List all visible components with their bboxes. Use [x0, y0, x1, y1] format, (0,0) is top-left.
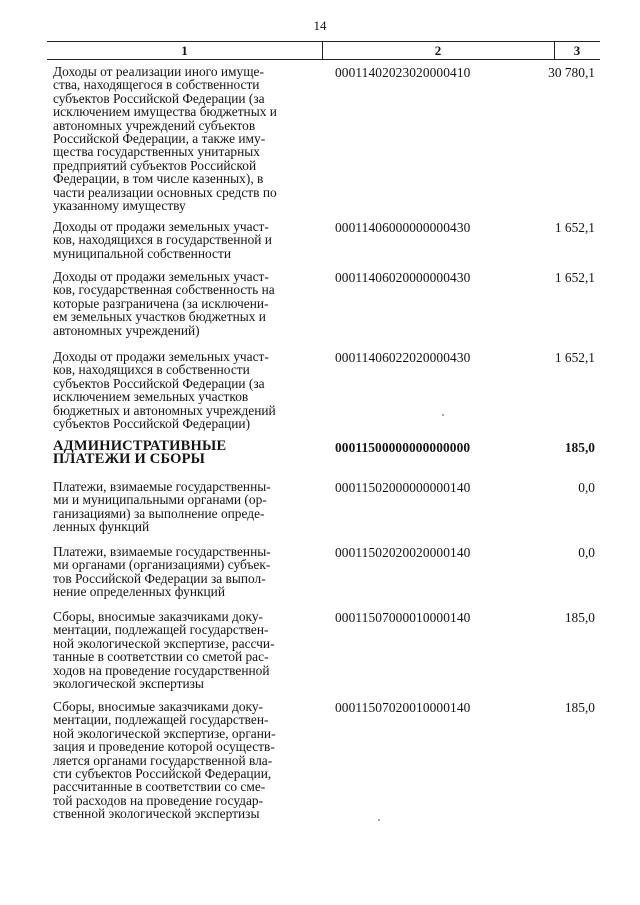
row-name-line: ков, государственная собственность на — [53, 282, 275, 298]
row-name-line: бюджетных и автономных учреждений — [53, 402, 276, 418]
row-name — [53, 220, 311, 260]
row-code: 00011402023020000410 — [335, 65, 471, 80]
row-name-line: сти субъектов Российской Федерации, — [53, 766, 272, 782]
row-name-line: ляется органами государственной вла- — [53, 752, 273, 768]
row-value: 185,0 — [564, 440, 595, 455]
row-value: 0,0 — [578, 545, 595, 560]
row-name-line: рассчитанные в соответствии со сме- — [53, 779, 266, 795]
row-name-line: Платежи, взимаемые государственны- — [53, 479, 271, 494]
row-value: 1 652,1 — [554, 350, 595, 365]
row-value: 0,0 — [578, 480, 595, 495]
row-value: 185,0 — [564, 610, 595, 625]
row-value: 185,0 — [564, 700, 595, 715]
row-name-line: ментации, подлежащей государствен- — [53, 622, 269, 638]
row-name-line: ков, находящихся в государственной и — [53, 232, 272, 248]
row-name-line: той расходов на проведение государ- — [53, 792, 264, 808]
row-value: 1 652,1 — [554, 270, 595, 285]
row-name — [53, 480, 311, 534]
row-name-line: ми и муниципальными органами (ор- — [53, 492, 267, 508]
page-number: 14 — [313, 18, 327, 33]
row-name-line: Доходы от продажи земельных участ- — [53, 219, 269, 234]
row-name-line: Российской Федерации, а также иму- — [53, 131, 266, 147]
row-name-line: предприятий субъектов Российской — [53, 157, 257, 173]
column-header-3: 3 — [573, 43, 581, 58]
row-name — [53, 700, 311, 821]
scan-speck — [378, 819, 380, 821]
row-name — [53, 440, 311, 466]
row-name-line: ков, находящихся в собственности — [53, 362, 250, 378]
row-name-line: Сборы, вносимые заказчиками доку- — [53, 699, 263, 714]
row-name-line: ной экологической экспертизе, органи- — [53, 725, 276, 741]
row-name-line: Доходы от продажи земельных участ- — [53, 269, 269, 284]
row-value: 1 652,1 — [554, 220, 595, 235]
row-code: 00011406022020000430 — [335, 350, 471, 365]
row-code: 00011507020010000140 — [335, 700, 471, 715]
row-name — [53, 270, 311, 337]
row-name-line: тов Российской Федерации за выпол- — [53, 570, 266, 586]
row-name-line: субъектов Российской Федерации) — [53, 416, 251, 432]
row-name-line: исключением земельных участков — [53, 389, 249, 405]
row-name — [53, 350, 311, 430]
row-name-line: ленных функций — [53, 519, 150, 535]
row-name-line: ства, находящегося в собственности — [53, 77, 260, 93]
row-code: 00011507000010000140 — [335, 610, 471, 625]
row-name-line: муниципальной собственности — [53, 245, 231, 261]
row-name-line: ми органами (организациями) субъек- — [53, 557, 271, 573]
row-name-line: ной экологической экспертизе, рассчи- — [53, 635, 275, 651]
row-name-line: щества государственных унитарных — [53, 144, 260, 160]
row-name-line: субъектов Российской Федерации (за — [53, 375, 265, 391]
row-name-line: ходов на проведение государственной — [53, 662, 270, 678]
column-header-1: 1 — [181, 43, 188, 58]
row-code: 00011502020020000140 — [335, 545, 471, 560]
row-name-line: танные в соответствии со сметой рас- — [53, 649, 269, 665]
row-name-line: субъектов Российской Федерации (за — [53, 90, 265, 106]
row-name-line: АДМИНИСТРАТИВНЫЕ — [53, 438, 227, 454]
row-name — [53, 545, 311, 599]
row-name-line: указанному имуществу — [53, 198, 186, 214]
row-name-line: ганизациями) за выполнение опреде- — [53, 505, 265, 521]
row-name-line: которые разграничена (за исключени- — [53, 295, 269, 311]
row-name-line: автономных учреждений) — [53, 322, 200, 338]
row-name-line: Сборы, вносимые заказчиками доку- — [53, 609, 263, 624]
row-code: 00011502000000000140 — [335, 480, 471, 495]
row-name-line: Платежи, взимаемые государственны- — [53, 544, 271, 559]
row-name-line: экологической экспертизы — [53, 676, 204, 692]
row-name-line: исключением имущества бюджетных и — [53, 104, 277, 120]
row-value: 30 780,1 — [548, 65, 595, 80]
row-name — [53, 610, 311, 690]
row-name-line: Доходы от реализации иного имуще- — [53, 64, 264, 79]
row-name-line: части реализации основных средств по — [53, 184, 277, 200]
row-name-line: нение определенных функций — [53, 584, 226, 600]
column-header-2: 2 — [434, 43, 442, 58]
row-name-line: ственной экологической экспертизы — [53, 806, 260, 822]
row-name-line: Доходы от продажи земельных участ- — [53, 349, 269, 364]
row-name-line: ментации, подлежащей государствен- — [53, 712, 269, 728]
row-code: 00011406020000000430 — [335, 270, 471, 285]
row-code: 00011406000000000430 — [335, 220, 471, 235]
row-name-line: зация и проведение которой осуществ- — [53, 739, 275, 755]
row-name-line: Федерации, в том числе казенных), в — [53, 171, 264, 187]
table-header — [47, 41, 600, 60]
row-name-line: ПЛАТЕЖИ И СБОРЫ — [53, 451, 206, 467]
row-name-line: ем земельных участков бюджетных и — [53, 309, 266, 325]
row-name — [53, 65, 311, 212]
row-code: 00011500000000000000 — [335, 440, 471, 455]
scan-speck — [442, 414, 444, 416]
row-name-line: автономных учреждений субъектов — [53, 117, 256, 133]
